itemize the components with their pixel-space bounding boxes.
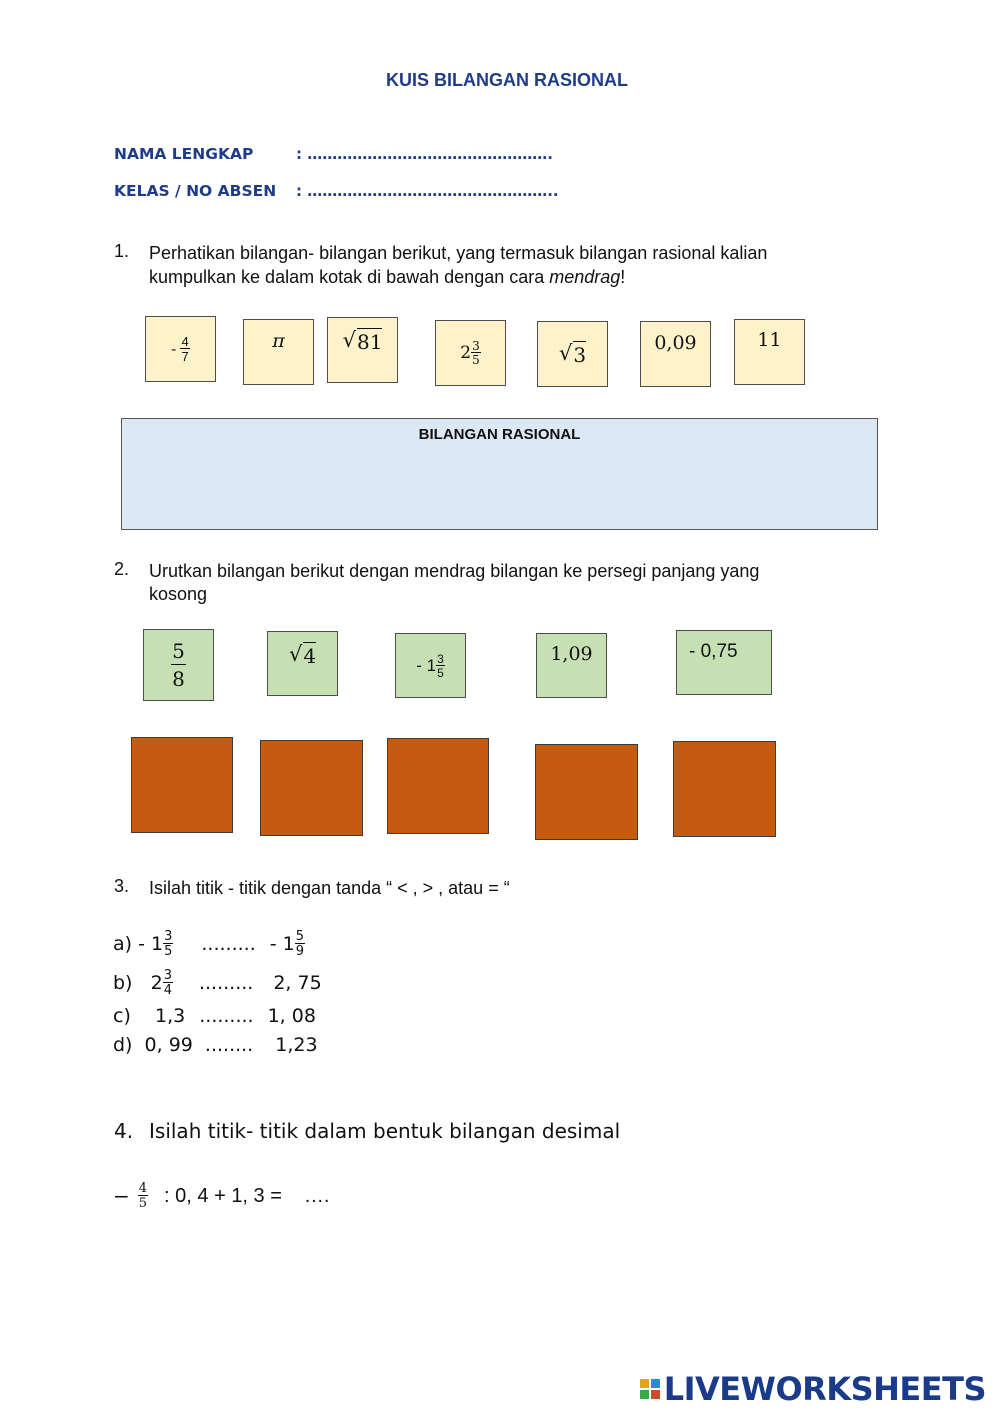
name-label: NAMA LENGKAP	[114, 145, 254, 163]
q2-drop-slot-2[interactable]	[260, 740, 363, 836]
q1-card-pi[interactable]: π	[243, 319, 314, 385]
class-field[interactable]: : …………………………………………..	[296, 182, 559, 200]
class-label: KELAS / NO ABSEN	[114, 182, 277, 200]
q3-d-blank[interactable]: ........	[204, 1034, 254, 1056]
q2-text-line1: Urutkan bilangan berikut dengan mendrag bilangan ke persegi panjang yang	[149, 561, 760, 581]
q2-number: 2.	[114, 559, 130, 579]
page-title: KUIS BILANGAN RASIONAL	[386, 70, 628, 90]
q1-card-neg-4-7[interactable]: - $\frac{4}{7}$	[145, 316, 216, 382]
q4-answer-blank[interactable]: ….	[303, 1184, 330, 1207]
fraction: $\frac{4}{7}$	[181, 334, 189, 364]
q1-number: 1.	[114, 241, 130, 261]
q3-c-blank[interactable]: .........	[199, 1005, 254, 1027]
q1-card-11[interactable]: 11	[734, 319, 805, 385]
radical: √ 4	[288, 642, 317, 668]
rational-drop-zone-title: BILANGAN RASIONAL	[418, 426, 581, 443]
q4-number: 4.	[114, 1119, 134, 1143]
q4-text: Isilah titik- titik dalam bentuk bilangan desimal	[149, 1119, 621, 1143]
fraction: $\frac{3}{5}$	[472, 339, 480, 367]
q1-card-sqrt3[interactable]	[537, 321, 608, 387]
q1-text-line1: Perhatikan bilangan- bilangan berikut, yang termasuk bilangan rasional kalian	[149, 243, 768, 263]
q2-card-5-8[interactable]	[143, 629, 214, 701]
q2-card-neg-1-3-5[interactable]: - 1 $\frac{3}{5}$	[395, 633, 466, 698]
liveworksheets-logo: LIVEWORKSHEETS	[640, 1370, 986, 1408]
q1-card-0-09[interactable]: 0,09	[640, 321, 711, 387]
q1-card-2-3-5[interactable]: 2 $\frac{3}{5}$	[435, 320, 506, 386]
q3-item-b: b) 2 $\frac{3}{4}$ ......... 2, 75	[113, 968, 322, 998]
q3-a-blank[interactable]: .........	[201, 933, 256, 955]
q2-card-neg-0-75[interactable]: - 0,75	[676, 630, 772, 695]
q1-text-line2: kumpulkan ke dalam kotak di bawah dengan cara mendrag!	[149, 267, 626, 287]
fraction: $\frac{4}{5}$	[138, 1181, 148, 1211]
q4-expression: − $\frac{4}{5}$ : 0, 4 + 1, 3 = ….	[113, 1181, 330, 1211]
logo-mark-icon	[640, 1379, 660, 1399]
radical: √ 81	[342, 328, 383, 354]
q2-drop-slot-1[interactable]	[131, 737, 233, 833]
fraction: $\frac{3}{5}$	[437, 651, 444, 680]
q2-text-line2: kosong	[149, 584, 208, 604]
q3-number: 3.	[114, 876, 130, 896]
q3-text: Isilah titik - titik dengan tanda “ < , > , atau = “	[149, 878, 510, 898]
q2-drop-slot-4[interactable]	[535, 744, 638, 840]
name-field[interactable]: : ………………………………………….	[296, 145, 553, 163]
q2-card-1-09[interactable]: 1,09	[536, 633, 607, 698]
q3-item-d: d) 0, 99 ........ 1,23	[113, 1034, 318, 1056]
q2-card-sqrt4[interactable]	[267, 631, 338, 696]
q2-drop-slot-3[interactable]	[387, 738, 489, 834]
q3-item-a: a) - 1 $\frac{3}{5}$ ......... - 1 $\frac{5}{9}$	[113, 929, 304, 959]
q2-drop-slot-5[interactable]	[673, 741, 776, 837]
radical: √ 3	[558, 341, 587, 367]
q3-item-c: c) 1,3 ......... 1, 08	[113, 1005, 316, 1027]
q3-b-blank[interactable]: .........	[198, 972, 254, 994]
q1-card-sqrt81[interactable]	[327, 317, 398, 383]
fraction: $\frac{3}{5}$	[164, 929, 173, 959]
fraction: $\frac{3}{4}$	[163, 968, 172, 998]
fraction: $\frac{5}{9}$	[295, 929, 304, 959]
fraction: $\frac{5}{8}$	[172, 639, 185, 691]
